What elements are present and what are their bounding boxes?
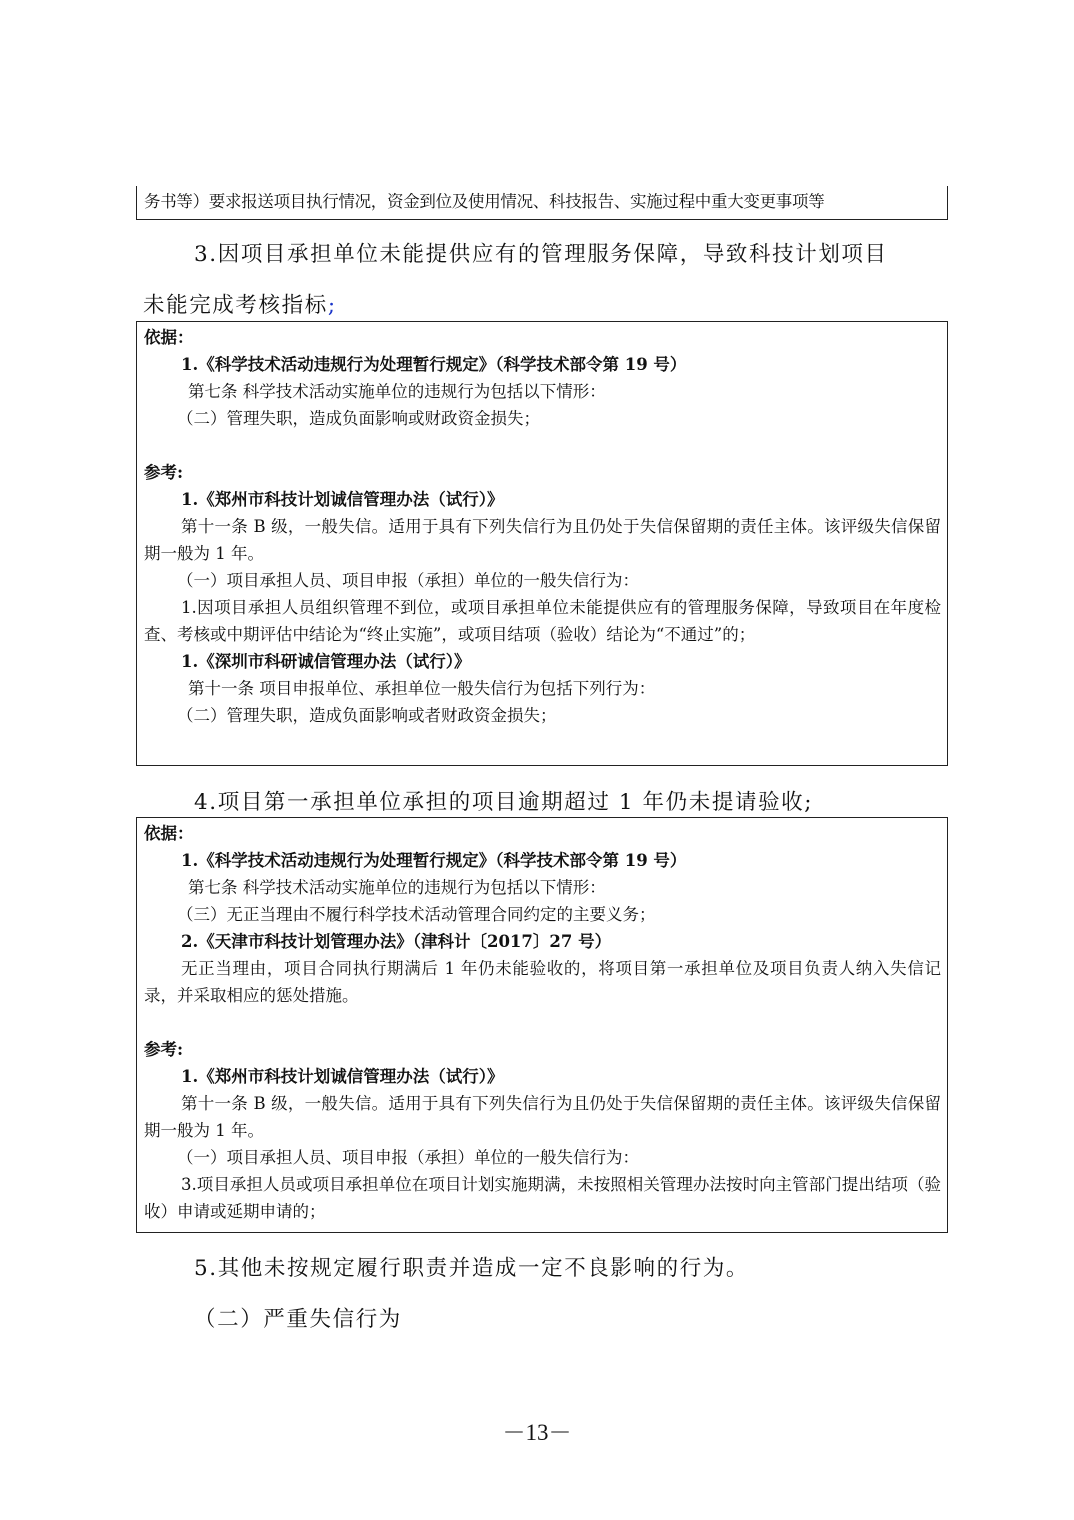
spacer	[144, 432, 941, 459]
page-number: －13－	[502, 1420, 572, 1445]
item-5-line: 5.其他未按规定履行职责并造成一定不良影响的行为。	[194, 1256, 750, 1281]
basis-2-title: 2.《天津市科技计划管理办法》（津科计〔2017〕27 号）	[181, 932, 612, 951]
reference-heading: 参考:	[144, 463, 184, 482]
item-3-reference-box	[136, 321, 948, 766]
basis-1-item: （三）无正当理由不履行科学技术活动管理合同约定的主要义务；	[177, 905, 656, 924]
basis-1-title: 1.《科学技术活动违规行为处理暂行规定》（科学技术部令第 19 号）	[181, 851, 687, 870]
reference-1-subitem: 3.项目承担人员或项目承担单位在项目计划实施期满，未按照相关管理办法按时向主管部门提出结项（验收）申请或延期申请的；	[144, 1175, 941, 1221]
basis-heading: 依据：	[144, 824, 194, 843]
reference-2-item: （二）管理失职，造成负面影响或者财政资金损失；	[177, 706, 557, 725]
basis-1-article: 第七条 科学技术活动实施单位的违规行为包括以下情形：	[188, 382, 606, 401]
basis-1-article: 第七条 科学技术活动实施单位的违规行为包括以下情形：	[188, 878, 606, 897]
item-3-line-1: 3.因项目承担单位未能提供应有的管理服务保障，导致科技计划项目	[194, 242, 888, 267]
reference-1-article: 第十一条 B 级，一般失信。适用于具有下列失信行为且仍处于失信保留期的责任主体。该评级失信保留期一般为 1 年。	[144, 517, 941, 563]
basis-heading: 依据：	[144, 328, 194, 347]
reference-1-article: 第十一条 B 级，一般失信。适用于具有下列失信行为且仍处于失信保留期的责任主体。该评级失信保留期一般为 1 年。	[144, 1094, 941, 1140]
item-3-line-2	[143, 288, 337, 319]
reference-1-title: 1.《郑州市科技计划诚信管理办法（试行）》	[181, 490, 504, 509]
item-3-punct: ;	[327, 293, 337, 318]
reference-1-title: 1.《郑州市科技计划诚信管理办法（试行）》	[181, 1067, 504, 1086]
item-4-reference-box	[136, 817, 948, 1233]
reference-2-article: 第十一条 项目申报单位、承担单位一般失信行为包括下列行为：	[188, 679, 656, 698]
reference-heading: 参考:	[144, 1040, 184, 1059]
reference-1-item: （一）项目承担人员、项目申报（承担）单位的一般失信行为：	[177, 1148, 639, 1167]
item-4-line: 4.项目第一承担单位承担的项目逾期超过 1 年仍未提请验收;	[194, 790, 814, 815]
basis-2-text: 无正当理由，项目合同执行期满后 1 年仍未能验收的，将项目第一承担单位及项目负责人纳入失信记录，并采取相应的惩处措施。	[144, 959, 941, 1005]
reference-1-item: （一）项目承担人员、项目申报（承担）单位的一般失信行为：	[177, 571, 639, 590]
top-box-text: 务书等）要求报送项目执行情况，资金到位及使用情况、科技报告、实施过程中重大变更事项等	[144, 192, 825, 211]
basis-1-title: 1.《科学技术活动违规行为处理暂行规定》（科学技术部令第 19 号）	[181, 355, 687, 374]
section-2-heading: （二）严重失信行为	[194, 1307, 402, 1332]
basis-1-item: （二）管理失职，造成负面影响或财政资金损失；	[177, 409, 540, 428]
spacer	[144, 1009, 941, 1036]
reference-1-subitem: 1.因项目承担人员组织管理不到位，或项目承担单位未能提供应有的管理服务保障，导致项目在年度检查、考核或中期评估中结论为“终止实施”，或项目结项（验收）结论为“不通过”的；	[144, 598, 941, 644]
item-3-line-2-text: 未能完成考核指标	[143, 293, 328, 318]
reference-2-title: 1.《深圳市科研诚信管理办法（试行）》	[181, 652, 471, 671]
top-continuation-box	[136, 186, 948, 220]
